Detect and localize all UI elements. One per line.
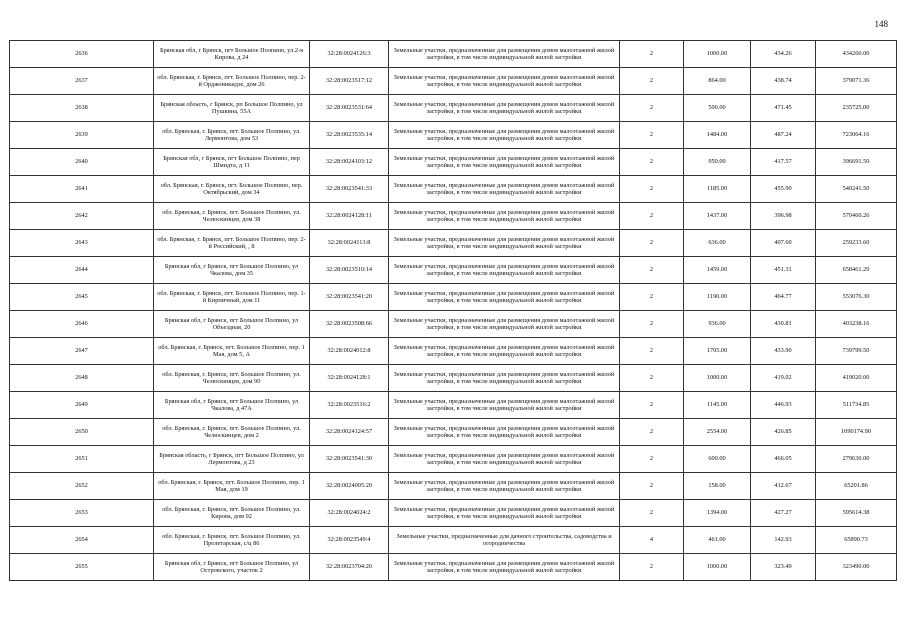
cadastral-value-cell: 65890.73 [816,527,897,554]
area-cell: 158.00 [684,473,751,500]
table-row [10,257,897,284]
table-row [10,230,897,257]
address-cell: обл. Брянская, г. Брянск, пгт. Большое Полпино, ул. Пролетарская, с/ц 86 [154,527,310,554]
specific-value-cell: 407.60 [751,230,816,257]
row-number: 2637 [10,68,154,95]
cadastral-value-cell: 403238.16 [816,311,897,338]
cadastral-number-cell: 32:28:0023516:2 [310,392,389,419]
table-row [10,338,897,365]
cadastral-number-cell: 32:28:0023541:20 [310,284,389,311]
land-use-cell: Земельные участки, предназначенные для размещения домов малоэтажной жилой застройки, в том числе индивидуальной жилой застройки [389,68,620,95]
category-code-cell: 2 [620,338,684,365]
address-cell: обл. Брянская, г. Брянск, пгт. Большое Полпино, ул. Челюскинцев, дом 90 [154,365,310,392]
area-cell: 1394.00 [684,500,751,527]
address-cell: обл. Брянская, г. Брянск, пгт. Большое Полпино, пер. 2-й Российский, , 8 [154,230,310,257]
table-row [10,311,897,338]
specific-value-cell: 396.98 [751,203,816,230]
category-code-cell: 2 [620,311,684,338]
cadastral-number-cell: 32:28:0024126:3 [310,41,389,68]
address-cell: обл. Брянская, г. Брянск, пгт. Большое Полпино, пер. 1 Мая, дом 19 [154,473,310,500]
cadastral-value-cell: 553076.30 [816,284,897,311]
category-code-cell: 2 [620,149,684,176]
cadastral-value-cell: 570460.26 [816,203,897,230]
table-row [10,122,897,149]
cadastral-value-cell: 434260.00 [816,41,897,68]
address-cell: обл. Брянская, г. Брянск, пгт. Большое Полпино, ул. Челюскинцев, дом 2 [154,419,310,446]
page-number: 148 [874,19,888,29]
area-cell: 500.00 [684,95,751,122]
table-row [10,176,897,203]
area-cell: 1000.00 [684,41,751,68]
cadastral-value-cell: 739799.50 [816,338,897,365]
row-number: 2648 [10,365,154,392]
cadastral-number-cell: 32:28:0023508:66 [310,311,389,338]
specific-value-cell: 438.74 [751,68,816,95]
land-use-cell: Земельные участки, предназначенные для размещения домов малоэтажной жилой застройки, в том числе индивидуальной жилой застройки [389,500,620,527]
area-cell: 950.00 [684,149,751,176]
cadastral-value-cell: 723064.16 [816,122,897,149]
table-row [10,392,897,419]
area-cell: 1000.00 [684,554,751,581]
land-use-cell: Земельные участки, предназначенные для размещения домов малоэтажной жилой застройки, в том числе индивидуальной жилой застройки [389,311,620,338]
address-cell: обл. Брянская, г. Брянск, пгт. Большое Полпино, ул. Челюскинцев, дом 38 [154,203,310,230]
row-number: 2636 [10,41,154,68]
specific-value-cell: 426.85 [751,419,816,446]
area-cell: 2554.00 [684,419,751,446]
address-cell: обл. Брянская, г. Брянск, пгт. Большое Полпино, пер. 2-й Орджоникидзе, дом 26 [154,68,310,95]
specific-value-cell: 455.90 [751,176,816,203]
row-number: 2643 [10,230,154,257]
specific-value-cell: 433.90 [751,338,816,365]
land-use-cell: Земельные участки, предназначенные для размещения домов малоэтажной жилой застройки, в том числе индивидуальной жилой застройки [389,176,620,203]
specific-value-cell: 464.77 [751,284,816,311]
table-row [10,500,897,527]
row-number: 2642 [10,203,154,230]
cadastral-value-cell: 259233.60 [816,230,897,257]
cadastral-number-cell: 32:28:0023541:33 [310,176,389,203]
cadastral-value-cell: 323490.00 [816,554,897,581]
land-use-cell: Земельные участки, предназначенные для размещения домов малоэтажной жилой застройки, в том числе индивидуальной жилой застройки [389,284,620,311]
address-cell: Брянская обл, г Брянск, пгт Большое Полпино, ул Чкалова, дом 35 [154,257,310,284]
category-code-cell: 2 [620,473,684,500]
cadastral-number-cell: 32:28:0024128:11 [310,203,389,230]
table-row [10,95,897,122]
cadastral-value-cell: 511734.85 [816,392,897,419]
address-cell: Брянская обл, г Брянск, пгт Большое Полпино, ул Чкалова, д 47А [154,392,310,419]
specific-value-cell: 142.93 [751,527,816,554]
address-cell: Брянская обл, г Брянск, пгт Большое Полпино, ул Объездная, 20 [154,311,310,338]
address-cell: Брянская обл, г Брянск, пгт Большое Полпино, ул.2-я Кирова, д 24 [154,41,310,68]
table-row [10,554,897,581]
area-cell: 1000.00 [684,365,751,392]
table-row [10,41,897,68]
cadastral-number-cell: 32:28:0024012:8 [310,338,389,365]
cadastral-value-cell: 595614.38 [816,500,897,527]
row-number: 2653 [10,500,154,527]
cadastral-number-cell: 32:28:0023531:64 [310,95,389,122]
specific-value-cell: 451.31 [751,257,816,284]
specific-value-cell: 466.05 [751,446,816,473]
category-code-cell: 2 [620,230,684,257]
land-registry-table [9,40,897,581]
specific-value-cell: 417.57 [751,149,816,176]
area-cell: 1437.00 [684,203,751,230]
cadastral-value-cell: 279630.00 [816,446,897,473]
address-cell: обл. Брянская, г. Брянск, пгт. Большое Полпино, пер. Октябрьский, дом 34 [154,176,310,203]
land-use-cell: Земельные участки, предназначенные для размещения домов малоэтажной жилой застройки, в том числе индивидуальной жилой застройки [389,149,620,176]
cadastral-number-cell: 32:28:0024005:20 [310,473,389,500]
category-code-cell: 2 [620,419,684,446]
specific-value-cell: 434.26 [751,41,816,68]
area-cell: 1145.00 [684,392,751,419]
cadastral-number-cell: 32:28:0024024:2 [310,500,389,527]
land-use-cell: Земельные участки, предназначенные для дачного строительства, садоводства и огородничества [389,527,620,554]
address-cell: обл. Брянская, г. Брянск, пгт. Большое Полпино, ул. Кирова, дом 92 [154,500,310,527]
specific-value-cell: 419.02 [751,365,816,392]
category-code-cell: 2 [620,41,684,68]
row-number: 2641 [10,176,154,203]
table-row [10,149,897,176]
table-row [10,203,897,230]
land-use-cell: Земельные участки, предназначенные для размещения домов малоэтажной жилой застройки, в том числе индивидуальной жилой застройки [389,41,620,68]
cadastral-number-cell: 32:28:0023510:14 [310,257,389,284]
cadastral-value-cell: 379071.36 [816,68,897,95]
row-number: 2646 [10,311,154,338]
row-number: 2645 [10,284,154,311]
cadastral-value-cell: 235725.00 [816,95,897,122]
row-number: 2652 [10,473,154,500]
specific-value-cell: 412.67 [751,473,816,500]
cadastral-number-cell: 32:28:0023541:30 [310,446,389,473]
cadastral-number-cell: 32:28:0023549:4 [310,527,389,554]
category-code-cell: 4 [620,527,684,554]
table-row [10,68,897,95]
address-cell: обл. Брянская, г. Брянск, пгт. Большое Полпино, пер. 1-й Кирпичный, дом 11 [154,284,310,311]
row-number: 2638 [10,95,154,122]
land-use-cell: Земельные участки, предназначенные для размещения домов малоэтажной жилой застройки, в том числе индивидуальной жилой застройки [389,203,620,230]
row-number: 2651 [10,446,154,473]
cadastral-value-cell: 540241.50 [816,176,897,203]
area-cell: 1484.00 [684,122,751,149]
category-code-cell: 2 [620,365,684,392]
category-code-cell: 2 [620,68,684,95]
address-cell: Брянская обл, г Брянск, пгт Большое Полпино, пер Шмидта, д 11 [154,149,310,176]
area-cell: 1459.00 [684,257,751,284]
row-number: 2640 [10,149,154,176]
table-row [10,473,897,500]
land-use-cell: Земельные участки, предназначенные для размещения домов малоэтажной жилой застройки, в том числе индивидуальной жилой застройки [389,365,620,392]
specific-value-cell: 427.27 [751,500,816,527]
land-use-cell: Земельные участки, предназначенные для размещения домов малоэтажной жилой застройки, в том числе индивидуальной жилой застройки [389,230,620,257]
table-row [10,527,897,554]
category-code-cell: 2 [620,95,684,122]
land-use-cell: Земельные участки, предназначенные для размещения домов малоэтажной жилой застройки, в том числе индивидуальной жилой застройки [389,257,620,284]
specific-value-cell: 471.45 [751,95,816,122]
table-row [10,446,897,473]
row-number: 2649 [10,392,154,419]
category-code-cell: 2 [620,392,684,419]
address-cell: обл. Брянская, г. Брянск, пгт. Большое Полпино, ул. Лермонтова, дом 53 [154,122,310,149]
address-cell: Брянская область, г Брянск, рп Большое Полпино, ул Пушкина, 55А [154,95,310,122]
row-number: 2650 [10,419,154,446]
land-use-cell: Земельные участки, предназначенные для размещения домов малоэтажной жилой застройки, в том числе индивидуальной жилой застройки [389,122,620,149]
cadastral-number-cell: 32:28:0023535:14 [310,122,389,149]
cadastral-value-cell: 396691.50 [816,149,897,176]
area-cell: 1705.00 [684,338,751,365]
table-row [10,284,897,311]
cadastral-value-cell: 65201.86 [816,473,897,500]
cadastral-number-cell: 32:28:0023704:20 [310,554,389,581]
specific-value-cell: 487.24 [751,122,816,149]
area-cell: 600.00 [684,446,751,473]
row-number: 2655 [10,554,154,581]
cadastral-value-cell: 1090174.90 [816,419,897,446]
specific-value-cell: 323.49 [751,554,816,581]
land-use-cell: Земельные участки, предназначенные для размещения домов малоэтажной жилой застройки, в том числе индивидуальной жилой застройки [389,554,620,581]
area-cell: 936.00 [684,311,751,338]
cadastral-number-cell: 32:28:0024103:12 [310,149,389,176]
cadastral-number-cell: 32:28:0023517:12 [310,68,389,95]
row-number: 2654 [10,527,154,554]
land-use-cell: Земельные участки, предназначенные для размещения домов малоэтажной жилой застройки, в том числе индивидуальной жилой застройки [389,392,620,419]
area-cell: 461.00 [684,527,751,554]
area-cell: 1190.00 [684,284,751,311]
cadastral-number-cell: 32:28:0024124:57 [310,419,389,446]
area-cell: 1185.00 [684,176,751,203]
land-use-cell: Земельные участки, предназначенные для размещения домов малоэтажной жилой застройки, в том числе индивидуальной жилой застройки [389,419,620,446]
cadastral-number-cell: 32:28:0024113:8 [310,230,389,257]
land-use-cell: Земельные участки, предназначенные для размещения домов малоэтажной жилой застройки, в том числе индивидуальной жилой застройки [389,95,620,122]
land-use-cell: Земельные участки, предназначенные для размещения домов малоэтажной жилой застройки, в том числе индивидуальной жилой застройки [389,446,620,473]
cadastral-number-cell: 32:28:0024128:1 [310,365,389,392]
land-use-cell: Земельные участки, предназначенные для размещения домов малоэтажной жилой застройки, в том числе индивидуальной жилой застройки [389,338,620,365]
category-code-cell: 2 [620,554,684,581]
category-code-cell: 2 [620,500,684,527]
area-cell: 636.00 [684,230,751,257]
address-cell: Брянская обл, г Брянск, пгт Большое Полпино, ул Островского, участок 2 [154,554,310,581]
address-cell: обл. Брянская, г. Брянск, пгт. Большое Полпино, пер. 1 Мая, дом 5, А [154,338,310,365]
cadastral-value-cell: 658461.29 [816,257,897,284]
category-code-cell: 2 [620,446,684,473]
category-code-cell: 2 [620,257,684,284]
specific-value-cell: 446.93 [751,392,816,419]
table-row [10,365,897,392]
category-code-cell: 2 [620,122,684,149]
category-code-cell: 2 [620,284,684,311]
category-code-cell: 2 [620,203,684,230]
row-number: 2644 [10,257,154,284]
category-code-cell: 2 [620,176,684,203]
land-use-cell: Земельные участки, предназначенные для размещения домов малоэтажной жилой застройки, в том числе индивидуальной жилой застройки [389,473,620,500]
row-number: 2647 [10,338,154,365]
area-cell: 864.00 [684,68,751,95]
specific-value-cell: 430.81 [751,311,816,338]
row-number: 2639 [10,122,154,149]
cadastral-value-cell: 419020.00 [816,365,897,392]
table-row [10,419,897,446]
address-cell: Брянская область, г Брянск, пгт Большое Полпино, ул Лермонтова, д 23 [154,446,310,473]
